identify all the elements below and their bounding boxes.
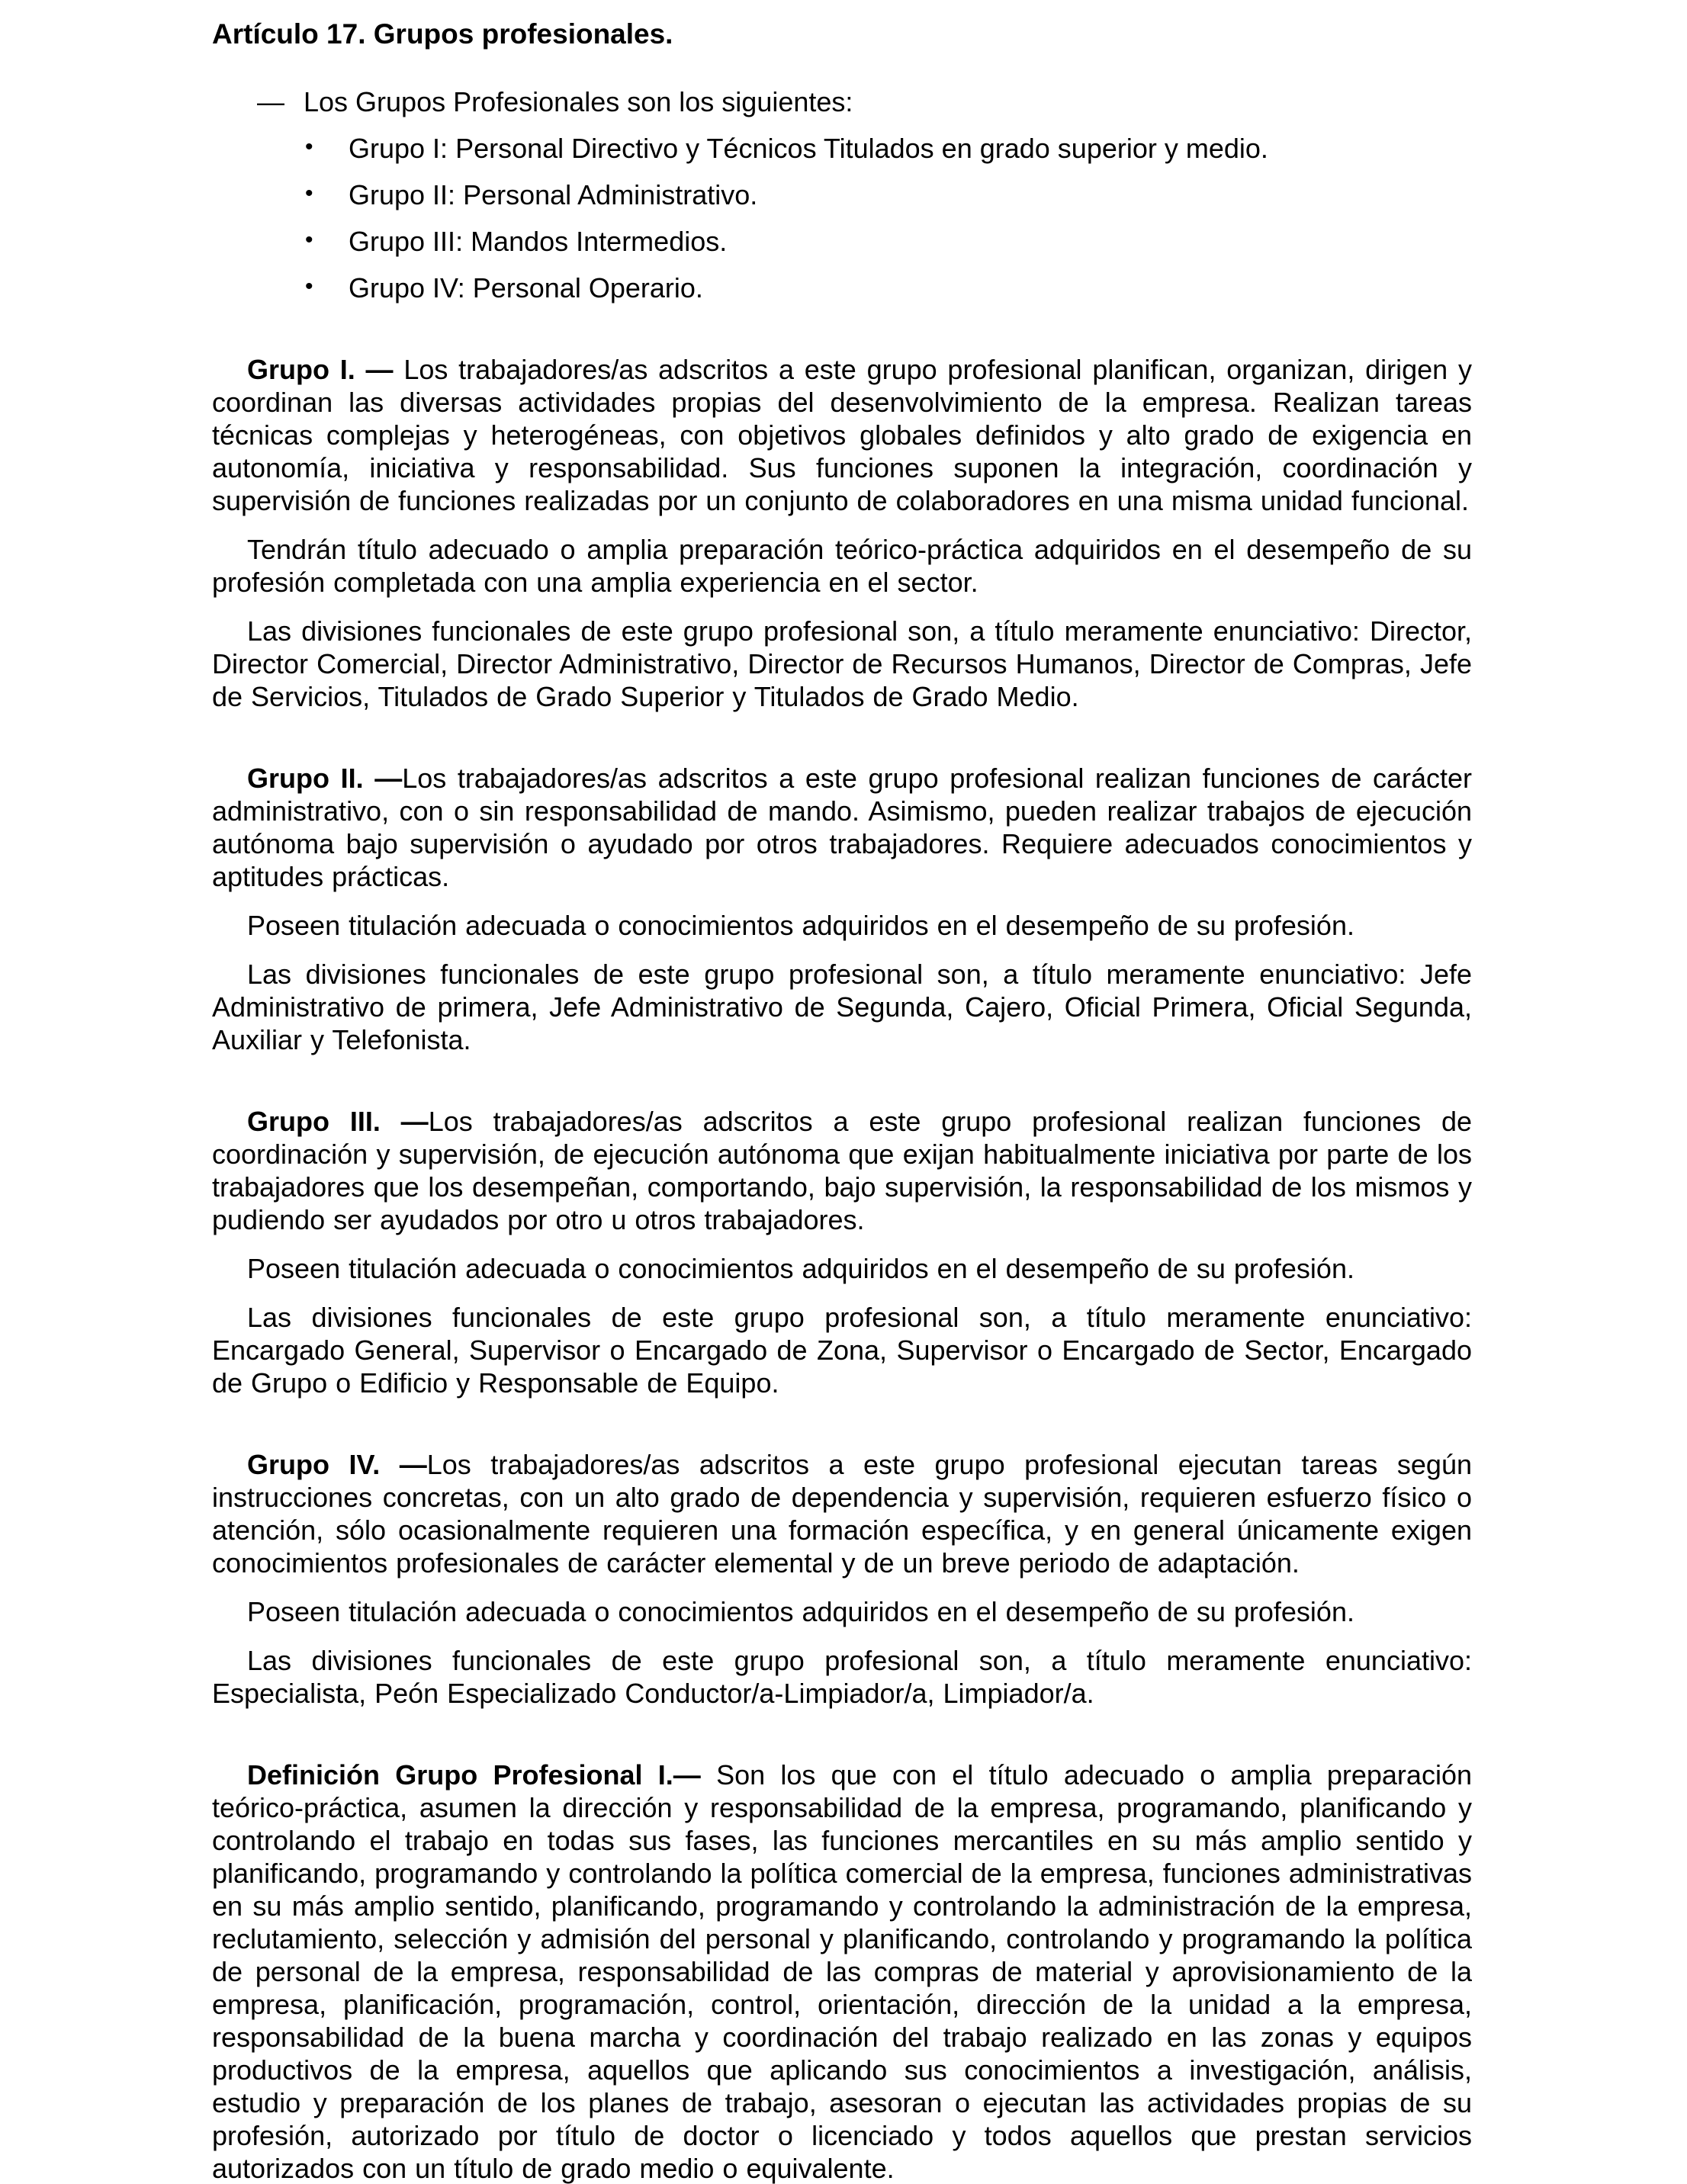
- paragraph: [212, 1105, 1472, 1236]
- list-item: [212, 178, 1472, 211]
- definition-lead: Definición Grupo Profesional I.—: [247, 1759, 717, 1791]
- bullet-icon: •: [305, 181, 313, 206]
- group-1-lead: Grupo I. —: [247, 354, 404, 385]
- list-item-text: Grupo II: Personal Administrativo.: [349, 179, 758, 210]
- group-3-lead: Grupo III. —: [247, 1106, 429, 1137]
- paragraph: Las divisiones funcionales de este grupo profesional son, a título meramente enunciativo: Especialista, Peón Especializado Conductor/a-Limpiador/a, Limpiador/a.: [212, 1645, 1472, 1709]
- group-1-section: [212, 353, 1472, 713]
- paragraph: Tendrán título adecuado o amplia preparación teórico-práctica adquiridos en el desempeño de su profesión completada con una amplia experiencia en el sector.: [212, 534, 1472, 598]
- text-column: [212, 17, 1472, 2184]
- group-4-body: Los trabajadores/as adscritos a este grupo profesional ejecutan tareas según instrucciones concretas, con un alto grado de dependencia y supervisión, requieren esfuerzo físico o atención, sólo ocasionalmente requieren una formación específica, y en general únicamente exigen conocimientos profesionales de carácter elemental y de un breve periodo de adaptación.: [212, 1449, 1472, 1579]
- group-2-section: [212, 762, 1472, 1056]
- list-item: [212, 271, 1472, 304]
- list-item: [212, 225, 1472, 258]
- group-4-section: [212, 1448, 1472, 1710]
- intro-item: [212, 85, 1472, 118]
- paragraph: [212, 1758, 1472, 2184]
- group-3-section: [212, 1105, 1472, 1399]
- paragraph: Poseen titulación adecuada o conocimientos adquiridos en el desempeño de su profesión.: [247, 1596, 1354, 1627]
- paragraph: Las divisiones funcionales de este grupo profesional son, a título meramente enunciativo: Jefe Administrativo de primera, Jefe Administrativo de Segunda, Cajero, Oficial Primera, Oficial Segunda, Auxiliar y Telefonista.: [212, 959, 1472, 1055]
- paragraph: Poseen titulación adecuada o conocimientos adquiridos en el desempeño de su profesión.: [247, 1253, 1354, 1284]
- paragraph: [212, 762, 1472, 893]
- group-1-body: Los trabajadores/as adscritos a este grupo profesional planifican, organizan, dirigen y coordinan las diversas actividades propias del desenvolvimiento de la empresa. Realizan tareas técnicas complejas y heterogéneas, con objetivos globales definidos y alto grado de exigencia en autonomía, iniciativa y responsabilidad. Sus funciones suponen la integración, coordinación y supervisión de funciones realizadas por un conjunto de colaboradores en una misma unidad funcional.: [212, 354, 1472, 516]
- paragraph: [212, 353, 1472, 517]
- list-item: [212, 132, 1472, 165]
- group-2-body: Los trabajadores/as adscritos a este grupo profesional realizan funciones de carácter administrativo, con o sin responsabilidad de mando. Asimismo, pueden realizar trabajos de ejecución autónoma bajo supervisión o ayudado por otros trabajadores. Requiere adecuados conocimientos y aptitudes prácticas.: [212, 763, 1472, 892]
- article-title: Artículo 17. Grupos profesionales.: [212, 18, 673, 50]
- paragraph: Las divisiones funcionales de este grupo profesional son, a título meramente enunciativo: Encargado General, Supervisor o Encargado de Zona, Supervisor o Encargado de Sector, Encargado de Grupo o Edificio y Responsable de Equipo.: [212, 1302, 1472, 1399]
- intro-text: Los Grupos Profesionales son los siguientes:: [304, 86, 853, 117]
- group-bullet-list: [212, 132, 1472, 304]
- paragraph: Las divisiones funcionales de este grupo profesional son, a título meramente enunciativo: Director, Director Comercial, Director Administrativo, Director de Recursos Humanos, Director de Compras, Jefe de Servicios, Titulados de Grado Superior y Titulados de Grado Medio.: [212, 615, 1472, 712]
- definition-section: [212, 1758, 1472, 2184]
- dash-marker-icon: —: [257, 86, 284, 117]
- bullet-icon: •: [305, 274, 313, 299]
- bullet-icon: •: [305, 134, 313, 159]
- group-4-lead: Grupo IV. —: [247, 1449, 427, 1480]
- bullet-icon: •: [305, 227, 313, 252]
- definition-body: Son los que con el título adecuado o amplia preparación teórico-práctica, asumen la dirección y responsabilidad de la empresa, programando, planificando y controlando el trabajo en todas sus fases, las funciones mercantiles en su más amplio sentido y planificando, programando y controlando la política comercial de la empresa, funciones administrativas en su más amplio sentido, planificando, programando y controlando la administración de la empresa, reclutamiento, selección y admisión del personal y planificando, controlando y programando la política de personal de la empresa, responsabilidad de las compras de material y aprovisionamiento de la empresa, planificación, programación, control, orientación, dirección de la unidad a la empresa, responsabilidad de la buena marcha y coordinación del trabajo realizado en las zonas y equipos productivos de la empresa, aquellos que aplicando sus conocimientos a investigación, análisis, estudio y preparación de los planes de trabajo, asesoran o ejecutan las actividades propias de su profesión, autorizado por título de doctor o licenciado y todos aquellos que prestan servicios autorizados con un título de grado medio o equivalente.: [212, 1759, 1472, 2184]
- paragraph: [212, 1448, 1472, 1579]
- list-item-text: Grupo III: Mandos Intermedios.: [349, 226, 728, 257]
- paragraph: Poseen titulación adecuada o conocimientos adquiridos en el desempeño de su profesión.: [247, 910, 1354, 941]
- list-item-text: Grupo IV: Personal Operario.: [349, 272, 703, 304]
- list-item-text: Grupo I: Personal Directivo y Técnicos Titulados en grado superior y medio.: [349, 133, 1268, 164]
- group-2-lead: Grupo II. —: [247, 763, 403, 794]
- group-3-body: Los trabajadores/as adscritos a este grupo profesional realizan funciones de coordinación y supervisión, de ejecución autónoma que exijan habitualmente iniciativa por parte de los trabajadores que los desempeñan, comportando, bajo supervisión, la responsabilidad de los mismos y pudiendo ser ayudados por otro u otros trabajadores.: [212, 1106, 1472, 1235]
